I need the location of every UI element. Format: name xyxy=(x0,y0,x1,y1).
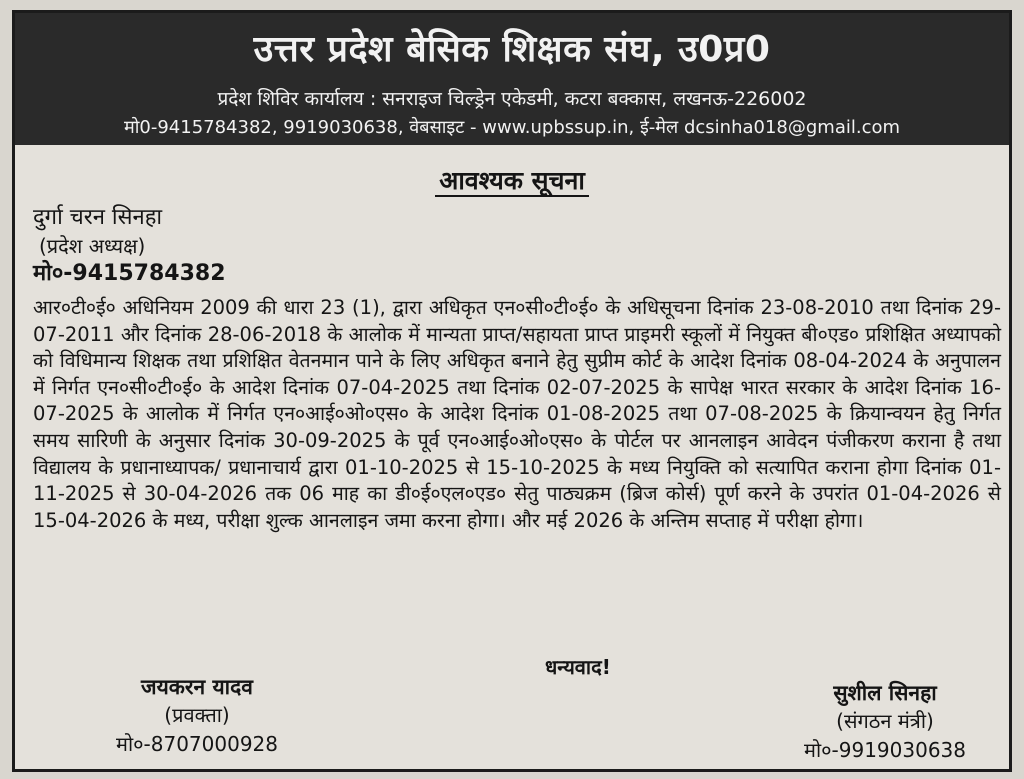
header-website: वेबसाइट - www.upbssup.in, xyxy=(409,117,635,138)
president-block xyxy=(33,203,226,289)
signatory-left-role: (प्रवक्ता) xyxy=(164,703,230,727)
org-name: उत्तर प्रदेश बेसिक शिक्षक संघ, उ0प्र0 xyxy=(253,29,771,70)
president-mobile: मो०-9415784382 xyxy=(33,261,226,286)
header-mobile: मो0-9415784382, 9919030638, xyxy=(123,117,404,138)
signatory-left-name: जयकरन यादव xyxy=(141,675,253,699)
notice-body: आर०टी०ई० अधिनियम 2009 की धारा 23 (1), द्वारा अधिकृत एन०सी०टी०ई० के अधिसूचना दिनांक 23-08-2010 तथा दिनांक 29-07-2011 और दिनांक 28-06-2018 के आलोक में मान्यता प्राप्त/सहायता प्राप्त प्राइमरी स्कूलों में नियुक्त बी०एड० प्रशिक्षित अध्यापको को विधिमान्य शिक्षक तथा प्रशिक्षित वेतनमान पाने के लिए अधिकृत बनाने हेतु सुप्रीम कोर्ट के आदेश दिनांक 08-04-2024 के अनुपालन में निर्गत एन०सी०टी०ई० के आदेश दिनांक 07-04-2025 तथा दिनांक 02-07-2025 के सापेक्ष भारत सरकार के आदेश दिनांक 16-07-2025 के आलोक में निर्गत एन०आई०ओ०एस० के आदेश दिनांक 01-08-2025 तथा 07-08-2025 के क्रियान्वयन हेतु निर्गत समय सारिणी के अनुसार दिनांक 30-09-2025 के पूर्व एन०आई०ओ०एस० के पोर्टल पर आनलाइन आवेदन पंजीकरण कराना है तथा विद्यालय के प्रधानाध्यापक/ प्रधानाचार्य द्वारा 01-10-2025 से 15-10-2025 के मध्य नियुक्ति को सत्यापित कराना होगा दिनांक 01-11-2025 से 30-04-2026 तक 06 माह का डी०ई०एल०एड० सेतु पाठ्यक्रम (ब्रिज कोर्स) पूर्ण करने के उपरांत 01-04-2026 से 15-04-2026 के मध्य, परीक्षा शुल्क आनलाइन जमा करना होगा। और मई 2026 के अन्तिम सप्ताह में परीक्षा होगा। xyxy=(33,296,1001,532)
notice-title xyxy=(15,163,1009,197)
signatory-right-name: सुशील सिनहा xyxy=(833,681,937,705)
contact-line xyxy=(15,115,1009,139)
notice-header xyxy=(15,13,1009,145)
president-name: दुर्गा चरन सिनहा xyxy=(33,205,163,230)
notice-card xyxy=(12,10,1012,772)
office-address: प्रदेश शिविर कार्यालय : सनराइज चिल्ड्रेन एकेडमी, कटरा बक्कास, लखनऊ-226002 xyxy=(217,88,807,110)
signatory-left xyxy=(77,673,317,759)
signatory-left-mobile: मो०-8707000928 xyxy=(115,732,278,756)
thanks-text: धन्यवाद! xyxy=(545,655,611,679)
signatory-right-mobile: मो०-9919030638 xyxy=(803,738,966,762)
notice-title-text: आवश्यक सूचना xyxy=(435,166,589,197)
header-email: ई-मेल dcsinha018@gmail.com xyxy=(639,117,901,138)
signatory-right-role: (संगठन मंत्री) xyxy=(836,709,934,733)
president-role: (प्रदेश अध्यक्ष) xyxy=(39,234,146,258)
signatory-right xyxy=(775,679,995,765)
